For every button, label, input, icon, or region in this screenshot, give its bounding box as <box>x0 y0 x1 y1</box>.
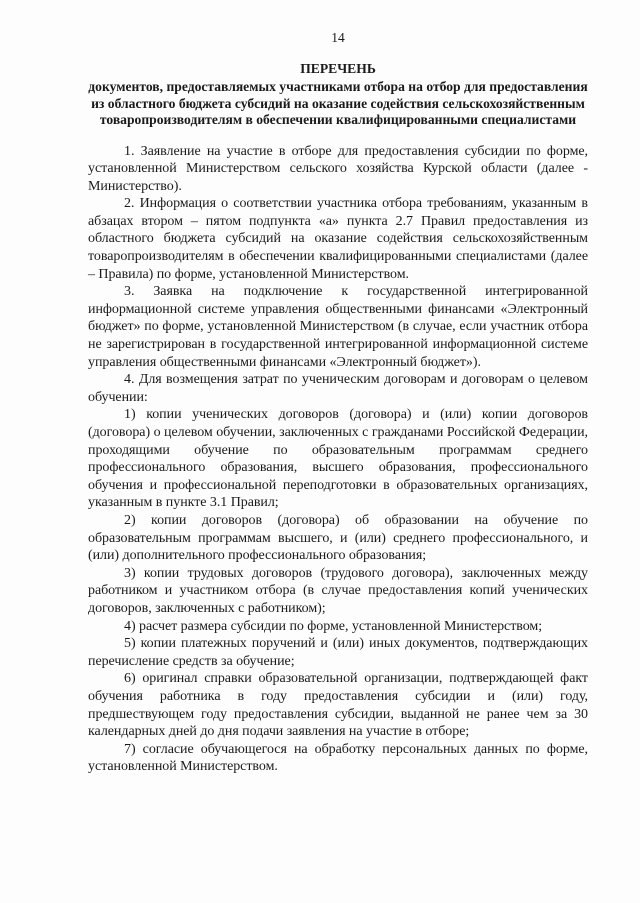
document-body <box>88 143 588 776</box>
paragraph-item-1: 1. Заявление на участие в отборе для предоставления субсидии по форме, установленной Министерством сельского хозяйства Курской области (далее - Министерство). <box>88 143 588 194</box>
subitem-7: 7) согласие обучающегося на обработку персональных данных по форме, установленной Министерством. <box>88 741 588 775</box>
subitem-4: 4) расчет размера субсидии по форме, установленной Министерством; <box>124 618 543 634</box>
paragraph-item-4: 4. Для возмещения затрат по ученическим договорам и договорам о целевом обучении: <box>88 372 588 405</box>
subitem-3: 3) копии трудовых договоров (трудового договора), заключенных между работником и участником отбора (в случае предоставления копий ученических договоров, заключенных с работником); <box>88 565 588 616</box>
document-subtitle: документов, предоставляемых участниками отбора на отбор для предоставления из областного бюджета субсидий на оказание содействия сельскохозяйственным товаропроизводителям в обеспечении квалифицированными специалистами <box>88 79 588 127</box>
page-number: 14 <box>331 30 345 45</box>
subitem-2: 2) копии договоров (договора) об образовании на обучение по образовательным программам высшего, и (или) среднего профессионального, и (или) дополнительного профессионального образования; <box>88 512 588 564</box>
subitem-6: 6) оригинал справки образовательной организации, подтверждающей факт обучения работника в году предоставления субсидии и (или) году, предшествующем году предоставления субсидии, выданной не ранее чем за 30 календарных дней до дня подачи заявления на участие в отборе; <box>88 671 588 740</box>
paragraph-item-3: 3. Заявка на подключение к государственной интегрированной информационной системе управления общественными финансами «Электронный бюджет» по форме, установленной Министерством (в случае, если участник отбора не зарегистрирован в государственной интегрированной информационной системе управления общественными финансами «Электронный бюджет»). <box>88 284 588 370</box>
subitem-5: 5) копии платежных поручений и (или) иных документов, подтверждающих перечисление средств за обучение; <box>88 636 588 669</box>
document-title: ПЕРЕЧЕНЬ <box>300 61 376 76</box>
subitem-1: 1) копии ученических договоров (договора) и (или) копии договоров (договора) о целевом обучении, заключенных с гражданами Российской Федерации, проходящими обучение по образовательным программам среднего профессионального образования, высшего образования, профессионального обучения и профессиональной переподготовки в образовательных организациях, указанным в пункте 3.1 Правил; <box>88 407 588 511</box>
paragraph-item-2: 2. Информация о соответствии участника отбора требованиям, указанным в абзацах втором – пятом подпункта «а» пункта 2.7 Правил предоставления из областного бюджета субсидий на оказание содействия сельскохозяйственным товаропроизводителям в обеспечении квалифицированными специалистами (далее – Правила) по форме, установленной Министерством. <box>88 196 588 282</box>
